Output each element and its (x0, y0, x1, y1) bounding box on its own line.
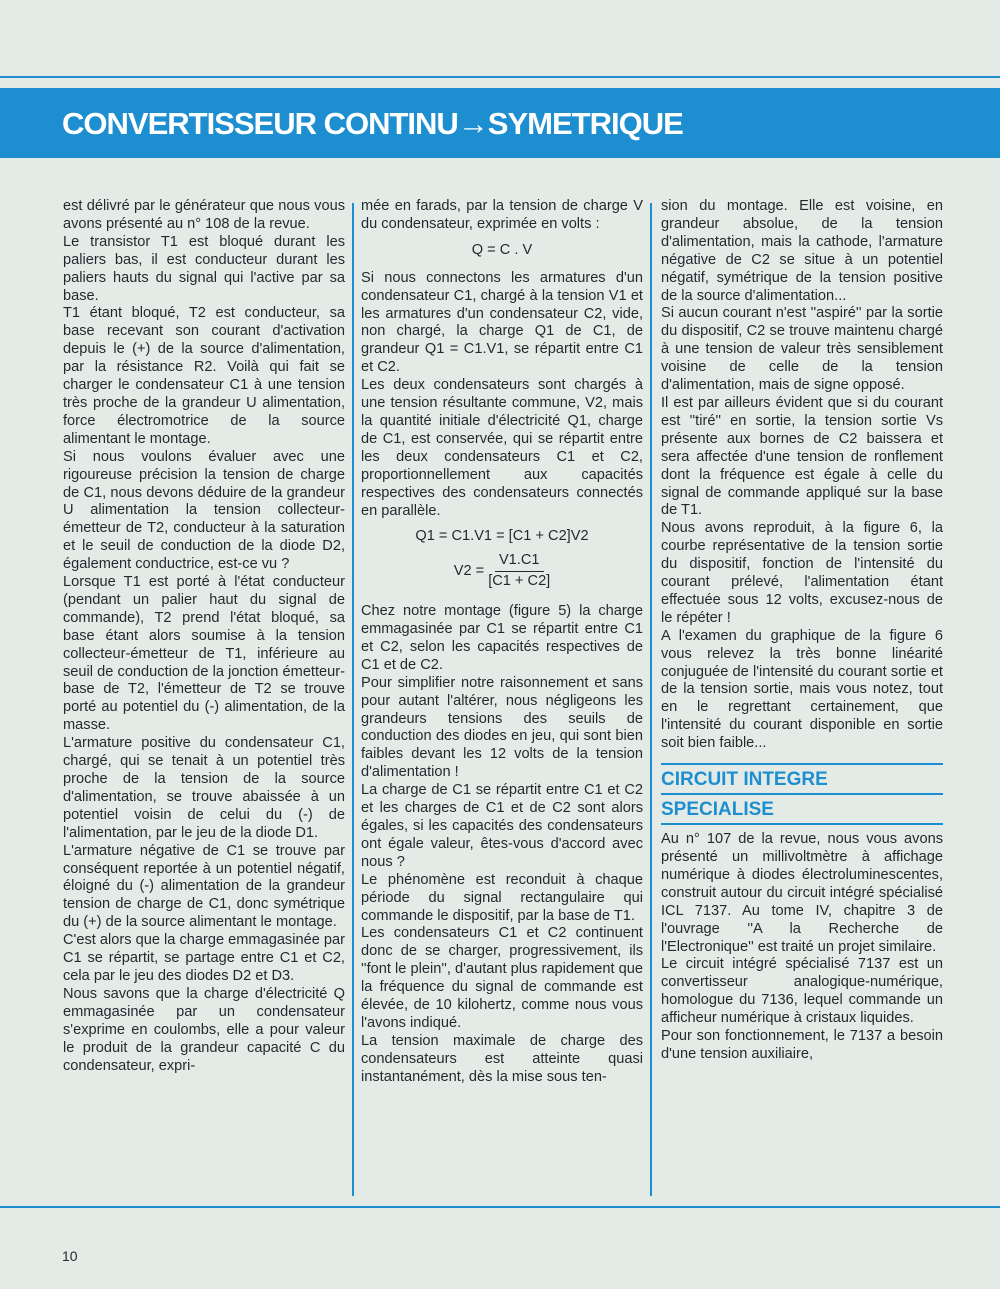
paragraph: C'est alors que la charge emmagasinée par C1 se répartit, se partage entre C1 et C2, cela par le jeu des diodes D2 et D3. (63, 932, 345, 984)
paragraph: L'armature positive du condensateur C1, chargé, qui se tenait à un potentiel très proche de la tension de la source d'alimentation, se trouve abaissée à un potentiel voisin de celui du (-) de l'alimentation, par le jeu de la diode D1. (63, 735, 345, 841)
section-heading (661, 763, 943, 825)
fraction-denominator: [C1 + C2] (488, 573, 551, 590)
paragraph: est délivré par le générateur que nous vous avons présenté au n° 108 de la revue. (63, 198, 345, 232)
paragraph: Le circuit intégré spécialisé 7137 est un convertisseur analogique-numérique, homologue du 7136, lequel commande un afficheur numérique à cristaux liquides. (661, 956, 943, 1027)
page-title: CONVERTISSEUR CONTINU→SYMETRIQUE (62, 106, 683, 141)
paragraph: La charge de C1 se répartit entre C1 et C2 et les charges de C1 et de C2 sont alors égales, si les capacités des condensateurs ont égale valeur, êtes-vous d'accord avec nous ? (361, 782, 643, 870)
column-divider-1 (352, 203, 354, 1196)
paragraph: A l'examen du graphique de la figure 6 vous relevez la très bonne linéarité conjuguée de l'intensité du courant sortie et de la tension sortie, mais vous notez, tout en le regrettant certainement, que l'intensité du courant disponible en sortie soit bien faible... (661, 627, 943, 752)
column-3 (661, 198, 943, 1064)
paragraph: Pour simplifier notre raisonnement et sans pour autant l'altérer, nous négligeons les grandeurs tensions des seuils de conduction des diodes en jeu, qui sont bien faibles devant les 12 volts de la tension d'alimentation ! (361, 674, 643, 781)
formula-v2 (361, 552, 643, 591)
formula-v2-lhs: V2 = (453, 562, 485, 579)
section-heading-line-1: CIRCUIT INTEGRE (661, 765, 943, 795)
paragraph: Si nous voulons évaluer avec une rigoureuse précision la tension de charge de C1, nous devons déduire de la grandeur U alimentation la tension collecteur-émetteur de T2, conducteur à la saturation et le seuil de conduction de la diode D2, également conductrice, est-ce vu ? (63, 448, 345, 573)
paragraph: Si aucun courant n'est ''aspiré'' par la sortie du dispositif, C2 se trouve maintenu chargé à une tension de valeur très sensiblement voisine de celle de la tension d'alimentation, mais de signe opposé. (661, 305, 943, 394)
top-rule (0, 76, 1000, 78)
fraction (488, 552, 550, 591)
section-heading-line-2: SPECIALISE (661, 795, 943, 825)
paragraph: Le transistor T1 est bloqué durant les paliers bas, il est conducteur durant les paliers hauts du signal qui l'active par sa base. (63, 233, 345, 304)
column-1 (63, 198, 345, 1075)
fraction-numerator: V1.C1 (495, 552, 544, 572)
column-divider-2 (650, 203, 652, 1196)
paragraph: Chez notre montage (figure 5) la charge emmagasinée par C1 se répartit entre C1 et C2, selon les capacités respectives de C1 et de C2. (361, 603, 643, 673)
paragraph: mée en farads, par la tension de charge V du condensateur, exprimée en volts : (361, 198, 643, 232)
paragraph: Les condensateurs C1 et C2 continuent donc de se charger, progressivement, ils ''font le plein'', d'autant plus rapidement que la fréquence du signal de commande est élevée, de 10 kilohertz, comme nous vous l'avons indiqué. (361, 925, 643, 1031)
paragraph: Nous avons reproduit, à la figure 6, la courbe représentative de la tension sortie du dispositif, fonction de l'intensité du courant prélevé, l'alimentation étant effectuée sous 12 volts, excusez-nous de le répéter ! (661, 520, 943, 626)
paragraph: La tension maximale de charge des condensateurs est atteinte quasi instantanément, dès la mise sous ten- (361, 1032, 643, 1085)
paragraph: Si nous connectons les armatures d'un condensateur C1, chargé à la tension V1 et les armatures d'un condensateur C2, vide, non chargé, la charge Q1 de C1, de grandeur Q1 = C1.V1, se répartit entre C1 et C2. (361, 269, 643, 376)
title-banner (0, 88, 1000, 158)
paragraph: T1 étant bloqué, T2 est conducteur, sa base recevant son courant d'activation depuis le (+) de la source d'alimentation, par la résistance R2. Voilà qui fait se charger le condensateur C1 à une tension très proche de la grandeur U alimentation, force électromotrice de la source alimentant le montage. (63, 305, 345, 447)
paragraph: Les deux condensateurs sont chargés à une tension résultante commune, V2, mais la quantité initiale d'électricité Q1, charge de C1, est conservée, qui se répartit entre les deux condensateurs C1 et C2, proportionnellement aux capacités respectives des condensateurs connectés en parallèle. (361, 377, 643, 519)
formula-charge-conservation: Q1 = C1.V1 = [C1 + C2]V2 (415, 528, 589, 545)
paragraph: L'armature négative de C1 se trouve par conséquent reportée à un potentiel négatif, éloigné du (-) alimentation de la grandeur tension de charge de C1, donc symétrique du (+) de la source alimentant le montage. (63, 842, 345, 931)
paragraph: Lorsque T1 est porté à l'état conducteur (pendant un palier haut du signal de commande), T2 prend l'état bloqué, sa base étant alors soumise à la tension collecteur-émetteur de T1, inférieure au seuil de conduction de la jonction émetteur-base de T2, l'émetteur de T2 se trouve porté au potentiel du (-) alimentation, de la masse. (63, 574, 345, 734)
page-number: 10 (62, 1248, 78, 1264)
column-2 (361, 198, 643, 1087)
paragraph: Il est par ailleurs évident que si du courant est ''tiré'' en sortie, la tension sortie Vs présente aux bornes de C2 baissera et sera affectée d'une tension de ronflement dont la fréquence est égale à celle du signal de commande appliqué sur la base de T1. (661, 394, 943, 519)
formula-q-cv: Q = C . V (471, 241, 533, 258)
paragraph: Pour son fonctionnement, le 7137 a besoin d'une tension auxiliaire, (661, 1028, 943, 1062)
paragraph: Le phénomène est reconduit à chaque période du signal rectangulaire qui commande le dispositif, par la base de T1. (361, 871, 643, 924)
paragraph: Nous savons que la charge d'électricité Q emmagasinée par un condensateur s'exprime en coulombs, elle a pour valeur le produit de la grandeur capacité C du condensateur, expri- (63, 985, 345, 1074)
paragraph: sion du montage. Elle est voisine, en grandeur absolue, de la tension d'alimentation, mais la cathode, l'armature négative de C2 se situe à un potentiel négatif, symétrique de la tension positive de la source d'alimentation... (661, 198, 943, 304)
bottom-rule (0, 1206, 1000, 1208)
paragraph: Au n° 107 de la revue, nous vous avons présenté un millivoltmètre à affichage numérique à diodes électroluminescentes, construit autour du circuit intégré spécialisé ICL 7137. Au tome IV, chapitre 3 de l'ouvrage ''A la Recherche de l'Electronique'' est traité un projet similaire. (661, 831, 943, 955)
